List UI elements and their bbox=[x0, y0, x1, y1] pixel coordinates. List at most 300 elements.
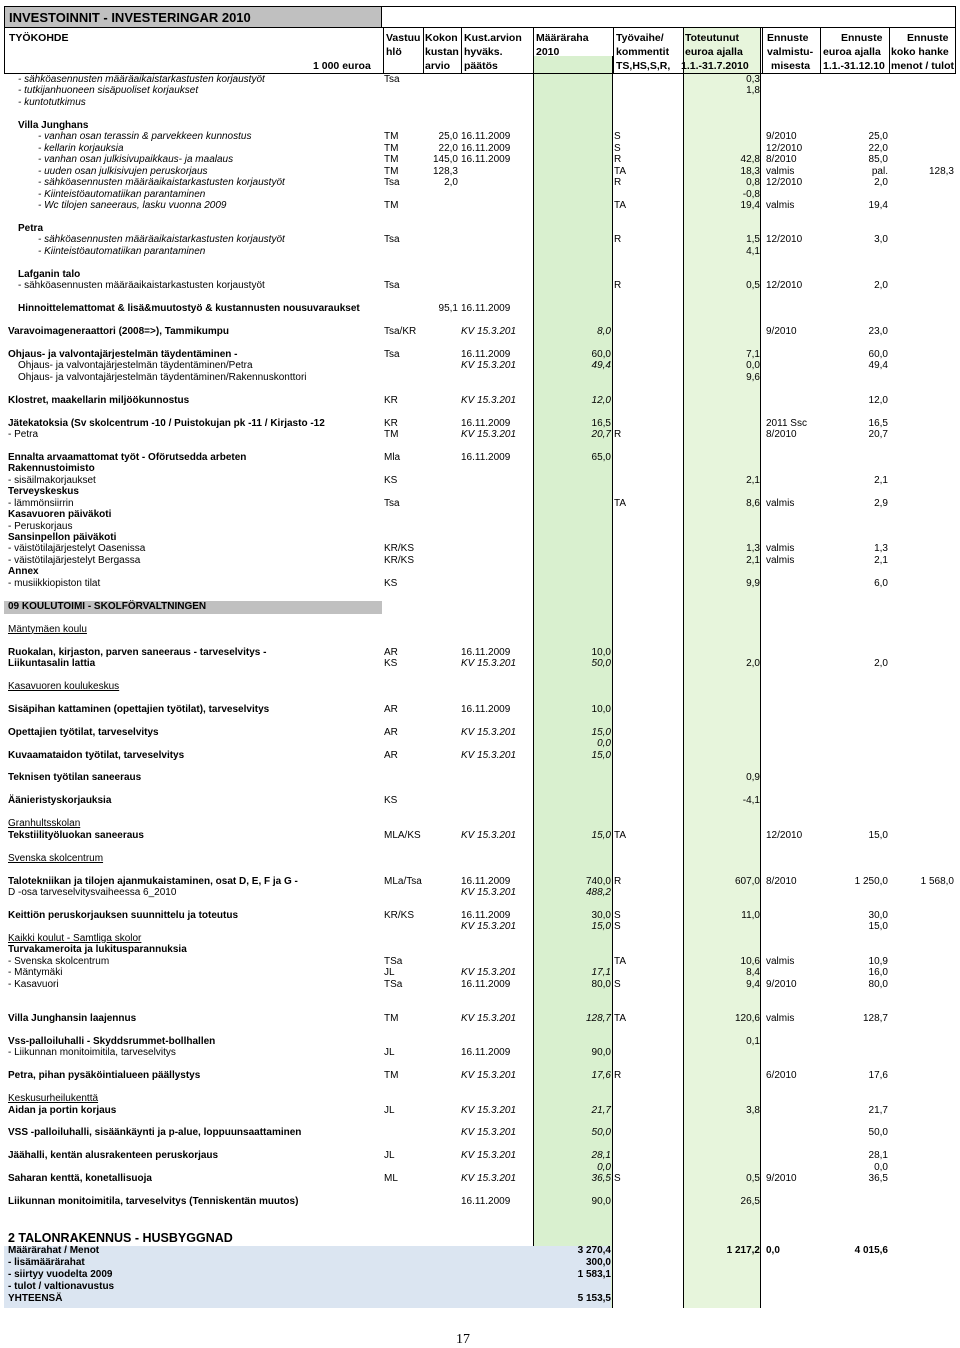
table-row bbox=[0, 784, 960, 796]
cell-actual: 8,4 bbox=[746, 967, 760, 979]
table-row bbox=[0, 1162, 960, 1174]
cell-cost: 25,0 bbox=[438, 131, 458, 143]
cell-resp: JL bbox=[384, 1047, 395, 1059]
cell-date: 16.11.2009 bbox=[461, 303, 511, 314]
table-row bbox=[0, 1208, 960, 1220]
cell-date: KV 15.3.201 bbox=[461, 726, 517, 738]
unit-header: 1 000 euroa bbox=[313, 60, 371, 72]
cell-date: 16.11.2009 bbox=[461, 1196, 511, 1208]
cell-date: KV 15.3.201 bbox=[461, 360, 517, 372]
cell-fc: 17,6 bbox=[868, 1070, 888, 1082]
cell-resp: TM bbox=[384, 1070, 399, 1082]
cell-cost: 95,1 bbox=[438, 303, 458, 314]
cell-budget: 17,6 bbox=[591, 1070, 611, 1082]
summary-name: YHTEENSÄ bbox=[8, 1293, 63, 1304]
cell-budget: 16,5 bbox=[591, 417, 611, 429]
cell-actual: 0,0 bbox=[746, 360, 760, 372]
cell-name: - sähköasennusten määräaikaistarkastusten korjaustyöt bbox=[18, 280, 265, 292]
cell-name: Saharan kenttä, konetallisuoja bbox=[8, 1173, 152, 1185]
cell-date: KV 15.3.201 bbox=[461, 1012, 517, 1024]
table-row bbox=[0, 1024, 960, 1036]
cell-resp: AR bbox=[384, 749, 398, 761]
summary-name: - lisämäärärahat bbox=[8, 1257, 85, 1268]
cell-budget: 15,0 bbox=[591, 749, 611, 761]
table-row bbox=[0, 1047, 960, 1059]
cell-ready: 12/2010 bbox=[766, 142, 803, 154]
cell-budget: 15,0 bbox=[591, 726, 611, 738]
table-row bbox=[0, 1082, 960, 1094]
cell-date: 16.11.2009 bbox=[461, 417, 511, 429]
stage-header-1: Työvaihe/ bbox=[616, 32, 664, 44]
cell-actual: 0,5 bbox=[746, 280, 760, 292]
cell-cost: 2,0 bbox=[444, 177, 458, 189]
cell-ready: valmis bbox=[766, 497, 795, 509]
cell-stage: TA bbox=[614, 1012, 627, 1024]
cell-actual: 607,0 bbox=[734, 875, 760, 887]
cell-stage: R bbox=[614, 875, 622, 887]
cell-date: KV 15.3.201 bbox=[461, 657, 517, 669]
cell-resp: JL bbox=[384, 967, 395, 979]
cell-actual: 0,3 bbox=[746, 74, 760, 85]
cell-name: - Wc tilojen saneeraus, lasku vuonna 2009 bbox=[38, 199, 227, 211]
cell-resp: KS bbox=[384, 474, 398, 486]
table-row bbox=[0, 463, 960, 475]
stage-header-2: kommentit bbox=[616, 46, 670, 58]
cell-date: 16.11.2009 bbox=[461, 131, 511, 143]
cell-budget: 8,0 bbox=[597, 325, 611, 337]
cell-name: - sähköasennusten määräaikaistarkastusten korjaustyöt bbox=[18, 74, 265, 85]
cell-ready: valmis bbox=[766, 1012, 795, 1024]
cell-name: - Kiinteistöautomatiikan parantaminen bbox=[38, 245, 206, 257]
cell-actual: 10,6 bbox=[740, 955, 760, 967]
table-row bbox=[0, 303, 960, 315]
cell-name: Varavoimageneraattori (2008=>), Tammikumpu bbox=[8, 325, 230, 337]
fc-ready-header-3: misesta bbox=[771, 60, 811, 72]
cell-resp: Tsa bbox=[384, 177, 400, 189]
table-row bbox=[0, 257, 960, 269]
summary-row bbox=[0, 1293, 960, 1305]
total-est-header-3: arvio bbox=[425, 60, 451, 72]
cell-budget: 0,0 bbox=[597, 1161, 611, 1173]
table-row bbox=[0, 269, 960, 281]
cell-fc: 12,0 bbox=[868, 394, 888, 406]
table-row bbox=[0, 967, 960, 979]
table-row bbox=[0, 280, 960, 292]
cell-name: Ohjaus- ja valvontajärjestelmän täydentäminen/Rakennuskonttori bbox=[18, 371, 307, 383]
cost-est-header-2: hyväks. bbox=[464, 46, 503, 58]
cell-resp: KR/KS bbox=[384, 909, 415, 921]
cell-actual: 18,3 bbox=[740, 165, 760, 177]
cell-resp: TM bbox=[384, 199, 399, 211]
cell-budget: 10,0 bbox=[591, 703, 611, 715]
table-row bbox=[0, 223, 960, 235]
actual-header-2: euroa ajalla bbox=[685, 46, 743, 58]
cell-fc: 0,0 bbox=[874, 1161, 888, 1173]
cell-fc: 2,0 bbox=[874, 280, 888, 292]
table-row bbox=[0, 612, 960, 624]
fc-ready-header-2: valmistu- bbox=[767, 46, 814, 58]
cell-name: Aidan ja portin korjaus bbox=[8, 1104, 117, 1116]
stage-header-3: TS,HS,S,R, bbox=[616, 60, 671, 72]
cell-name: Liikuntasalin lattia bbox=[8, 657, 96, 669]
cell-name: Lafganin talo bbox=[18, 268, 81, 280]
cell-ready: 9/2010 bbox=[766, 131, 797, 143]
table-row bbox=[0, 647, 960, 659]
table-row bbox=[0, 589, 960, 601]
cell-name: Rakennustoimisto bbox=[8, 463, 95, 475]
summary-row bbox=[0, 1245, 960, 1257]
cell-fc: 23,0 bbox=[868, 325, 888, 337]
cell-budget: 90,0 bbox=[591, 1196, 611, 1208]
table-row bbox=[0, 349, 960, 361]
cell-date: KV 15.3.201 bbox=[461, 1127, 517, 1139]
cell-ready: valmis bbox=[766, 955, 795, 967]
page-number: 17 bbox=[456, 1332, 470, 1347]
cell-name: Granhultsskolan bbox=[8, 818, 81, 830]
cell-name: Jäähalli, kentän alusrakenteen peruskorjaus bbox=[8, 1150, 219, 1162]
cell-fc: 1 250,0 bbox=[854, 875, 888, 887]
cell-name: Svenska skolcentrum bbox=[8, 852, 104, 864]
summary-budget: 300,0 bbox=[585, 1257, 611, 1268]
table-row bbox=[0, 360, 960, 372]
table-row bbox=[0, 887, 960, 899]
cell-name: - väistötilajärjestelyt Oasenissa bbox=[8, 543, 146, 555]
table-row bbox=[0, 1036, 960, 1048]
cell-stage: R bbox=[614, 234, 622, 246]
cell-name: - Peruskorjaus bbox=[8, 520, 73, 532]
cell-date: 16.11.2009 bbox=[461, 451, 511, 463]
fc-total-header-2: koko hanke bbox=[891, 46, 949, 58]
cell-fc: 2,1 bbox=[874, 474, 888, 486]
cell-name: Kaikki koulut - Samtliga skolor bbox=[8, 932, 142, 944]
summary-name: Määrärahat / Menot bbox=[8, 1245, 100, 1256]
cell-fc: 16,5 bbox=[868, 417, 888, 429]
table-row bbox=[0, 337, 960, 349]
cell-budget: 21,7 bbox=[591, 1104, 611, 1116]
cell-resp: JL bbox=[384, 1104, 395, 1116]
cell-resp: KR/KS bbox=[384, 543, 415, 555]
table-header bbox=[4, 28, 956, 74]
table-row bbox=[0, 681, 960, 693]
cell-resp: AR bbox=[384, 726, 398, 738]
cell-date: 16.11.2009 bbox=[461, 978, 511, 990]
cell-resp: AR bbox=[384, 703, 398, 715]
cell-ready: valmis bbox=[766, 543, 795, 555]
cell-budget: 50,0 bbox=[591, 657, 611, 669]
cell-budget: 65,0 bbox=[591, 451, 611, 463]
cell-date: KV 15.3.201 bbox=[461, 325, 517, 337]
table-row bbox=[0, 440, 960, 452]
cell-resp: Tsa/KR bbox=[384, 325, 417, 337]
table-row bbox=[0, 715, 960, 727]
cell-name: Keskusurheilukenttä bbox=[8, 1093, 99, 1105]
cell-fc: 19,4 bbox=[868, 199, 888, 211]
cell-actual: 7,1 bbox=[746, 348, 760, 360]
cell-fc: 85,0 bbox=[868, 154, 888, 166]
table-row bbox=[0, 635, 960, 647]
cell-resp: TM bbox=[384, 131, 399, 143]
work-target-header: TYÖKOHDE bbox=[9, 32, 69, 44]
summary-budget: 3 270,4 bbox=[577, 1245, 611, 1256]
table-row bbox=[0, 956, 960, 968]
table-row bbox=[0, 85, 960, 97]
table-row bbox=[0, 727, 960, 739]
table-row bbox=[0, 750, 960, 762]
cell-name: Turvakameroita ja lukitusparannuksia bbox=[8, 944, 187, 956]
cell-name: - sähköasennusten määräaikaistarkastusten korjaustyöt bbox=[38, 177, 285, 189]
cell-actual: 1,5 bbox=[746, 234, 760, 246]
cell-fc: 60,0 bbox=[868, 348, 888, 360]
table-row bbox=[0, 108, 960, 120]
cell-fc: 21,7 bbox=[868, 1104, 888, 1116]
cell-stage: TA bbox=[614, 165, 627, 177]
cell-stage: S bbox=[614, 131, 621, 143]
summary-name: - tulot / valtionavustus bbox=[8, 1281, 115, 1292]
summary-row bbox=[0, 1257, 960, 1269]
cell-name: - Mäntymäki bbox=[8, 967, 63, 979]
cell-resp: ML bbox=[384, 1173, 398, 1185]
table-row bbox=[0, 933, 960, 945]
cell-stage: R bbox=[614, 154, 622, 166]
cell-name: - vanhan osan terassin & parvekkeen kunnostus bbox=[38, 131, 252, 143]
cell-resp: TSa bbox=[384, 955, 403, 967]
cell-fc: 28,1 bbox=[868, 1150, 888, 1162]
cell-resp: Mla bbox=[384, 451, 401, 463]
cell-resp: KR bbox=[384, 394, 398, 406]
cell-name: - lämmönsiirrin bbox=[8, 497, 74, 509]
cell-budget: 80,0 bbox=[591, 978, 611, 990]
cell-stage: S bbox=[614, 921, 621, 933]
cell-budget: 740,0 bbox=[585, 875, 611, 887]
cell-name: Keittiön peruskorjauksen suunnittelu ja toteutus bbox=[8, 909, 239, 921]
cell-ready: 12/2010 bbox=[766, 280, 803, 292]
cell-resp: KS bbox=[384, 657, 398, 669]
cell-resp: TM bbox=[384, 142, 399, 154]
table-row bbox=[0, 1185, 960, 1197]
fc-total-header-3: menot / tulot bbox=[891, 60, 954, 72]
cell-fc: 80,0 bbox=[868, 978, 888, 990]
table-row bbox=[0, 395, 960, 407]
fc-period-header-1: Ennuste bbox=[841, 32, 883, 44]
cell-fc: 3,0 bbox=[874, 234, 888, 246]
cell-name: Liikunnan monitoimitila, tarveselvitys (Tenniskentän muutos) bbox=[8, 1196, 299, 1208]
cell-resp: JL bbox=[384, 1150, 395, 1162]
cell-actual: 4,1 bbox=[746, 245, 760, 257]
cell-budget: 20,7 bbox=[591, 428, 611, 440]
table-row bbox=[0, 189, 960, 201]
cell-name: 09 KOULUTOIMI - SKOLFÖRVALTNINGEN bbox=[8, 600, 207, 612]
cell-resp: TM bbox=[384, 428, 399, 440]
cell-name: - Kiinteistöautomatiikan parantaminen bbox=[38, 188, 206, 200]
table-row bbox=[0, 246, 960, 258]
cell-name: Teknisen työtilan saneeraus bbox=[8, 772, 142, 784]
actual-header-1: Toteutunut bbox=[685, 32, 740, 44]
cell-fc: 15,0 bbox=[868, 921, 888, 933]
cell-stage: TA bbox=[614, 199, 627, 211]
table-row bbox=[0, 74, 960, 86]
cell-total: 1 568,0 bbox=[920, 875, 954, 887]
cell-stage: TA bbox=[614, 497, 627, 509]
cell-ready: 9/2010 bbox=[766, 978, 797, 990]
cell-name: Ennalta arvaamattomat työt - Oförutsedda arbeten bbox=[8, 451, 247, 463]
cell-date: 16.11.2009 bbox=[461, 142, 511, 154]
table-row bbox=[0, 738, 960, 750]
cell-actual: 1,3 bbox=[746, 543, 760, 555]
cell-actual: 0,5 bbox=[746, 1173, 760, 1185]
cell-actual: 42,8 bbox=[740, 154, 760, 166]
cell-actual: 9,9 bbox=[746, 577, 760, 589]
table-row bbox=[0, 979, 960, 991]
cell-ready: 6/2010 bbox=[766, 1070, 797, 1082]
cell-ready: valmis bbox=[766, 199, 795, 211]
cell-actual: 8,6 bbox=[746, 497, 760, 509]
table-row bbox=[0, 669, 960, 681]
cell-ready: 12/2010 bbox=[766, 234, 803, 246]
cell-resp: Tsa bbox=[384, 497, 400, 509]
cell-name: - sähköasennusten määräaikaistarkastusten korjaustyöt bbox=[38, 234, 285, 246]
cell-stage: R bbox=[614, 177, 622, 189]
table-row bbox=[0, 853, 960, 865]
summary-name: - siirtyy vuodelta 2009 bbox=[8, 1269, 113, 1280]
table-row bbox=[0, 704, 960, 716]
section-title-text: 2 TALONRAKENNUS - HUSBYGGNAD bbox=[8, 1231, 233, 1245]
cell-resp: TM bbox=[384, 154, 399, 166]
summary-row bbox=[0, 1281, 960, 1293]
cell-date: KV 15.3.201 bbox=[461, 749, 517, 761]
cost-est-header-3: päätös bbox=[464, 60, 498, 72]
table-row bbox=[0, 578, 960, 590]
cell-name: Annex bbox=[8, 566, 39, 578]
cell-ready: 8/2010 bbox=[766, 428, 797, 440]
cell-name: VSS -palloiluhalli, sisäänkäynti ja p-alue, loppuunsaattaminen bbox=[8, 1127, 302, 1139]
cell-fc: 2,1 bbox=[874, 554, 888, 566]
cell-resp: Tsa bbox=[384, 234, 400, 246]
cell-actual: 2,0 bbox=[746, 657, 760, 669]
fc-total-header-1: Ennuste bbox=[907, 32, 949, 44]
cell-actual: 0,1 bbox=[746, 1035, 760, 1047]
cell-budget: 0,0 bbox=[597, 738, 611, 750]
table-row bbox=[0, 1059, 960, 1071]
table-row bbox=[0, 898, 960, 910]
cell-fc: 49,4 bbox=[868, 360, 888, 372]
table-row bbox=[0, 921, 960, 933]
summary-budget: 1 583,1 bbox=[577, 1269, 611, 1280]
table-row bbox=[0, 658, 960, 670]
cell-fc: pal. bbox=[871, 165, 888, 177]
table-row bbox=[0, 692, 960, 704]
cell-actual: 11,0 bbox=[741, 909, 760, 921]
table-row bbox=[0, 452, 960, 464]
cell-fc: 2,0 bbox=[874, 177, 888, 189]
cell-date: KV 15.3.201 bbox=[461, 1173, 517, 1185]
cell-date: KV 15.3.201 bbox=[461, 428, 517, 440]
cell-resp: KS bbox=[384, 577, 398, 589]
cell-actual: -4,1 bbox=[742, 795, 760, 807]
table-row bbox=[0, 1013, 960, 1025]
cell-name: Äänieristyskorjauksia bbox=[8, 795, 112, 807]
cell-fc: 25,0 bbox=[868, 131, 888, 143]
table-row bbox=[0, 1070, 960, 1082]
cell-name: - kuntotutkimus bbox=[18, 96, 86, 108]
resp-header-2: hlö bbox=[386, 46, 402, 58]
cell-budget: 128,7 bbox=[585, 1012, 611, 1024]
table-row bbox=[0, 475, 960, 487]
table-row bbox=[0, 429, 960, 441]
cell-actual: 3,8 bbox=[746, 1104, 760, 1116]
cell-name: Terveyskeskus bbox=[8, 486, 79, 498]
cell-actual: 2,1 bbox=[746, 474, 760, 486]
cell-name: Kasavuoren koulukeskus bbox=[8, 680, 120, 692]
cell-actual: 9,4 bbox=[746, 978, 760, 990]
table-row bbox=[0, 864, 960, 876]
cell-name: Sisäpihan kattaminen (opettajien työtilat), tarveselvitys bbox=[8, 703, 270, 715]
cell-name: Sansinpellon päiväkoti bbox=[8, 532, 117, 543]
table-row bbox=[0, 1093, 960, 1105]
section-title bbox=[0, 1231, 960, 1243]
budget-header-1: Määräraha bbox=[536, 32, 589, 44]
cell-fc: 10,9 bbox=[868, 955, 888, 967]
summary-budget: 5 153,5 bbox=[577, 1293, 611, 1304]
table-row bbox=[0, 234, 960, 246]
table-row bbox=[0, 876, 960, 888]
summary-ready: 0,0 bbox=[766, 1245, 780, 1256]
table-row bbox=[0, 830, 960, 842]
table-row bbox=[0, 944, 960, 956]
cell-name: Petra, pihan pysäköintialueen päällystys bbox=[8, 1070, 201, 1082]
cell-budget: 12,0 bbox=[591, 394, 611, 406]
cell-actual: 2,1 bbox=[746, 554, 760, 566]
cell-fc: 128,7 bbox=[862, 1012, 888, 1024]
budget-header-2: 2010 bbox=[536, 46, 560, 58]
cell-budget: 10,0 bbox=[591, 646, 611, 658]
table-row bbox=[0, 486, 960, 498]
cell-date: KV 15.3.201 bbox=[461, 1070, 517, 1082]
cell-name: Kuvaamataidon työtilat, tarveselvitys bbox=[8, 749, 185, 761]
table-row bbox=[0, 406, 960, 418]
table-row bbox=[0, 314, 960, 326]
cell-name: - sisäilmakorjaukset bbox=[8, 474, 96, 486]
table-row bbox=[0, 1173, 960, 1185]
cell-resp: MLa/Tsa bbox=[384, 875, 422, 887]
cell-stage: S bbox=[614, 1173, 621, 1185]
cell-budget: 15,0 bbox=[591, 829, 611, 841]
table-row bbox=[0, 326, 960, 338]
cell-name: - Svenska skolcentrum bbox=[8, 955, 110, 967]
cell-date: 16.11.2009 bbox=[461, 154, 511, 166]
cell-actual: 0,8 bbox=[746, 177, 760, 189]
cell-ready: 12/2010 bbox=[766, 829, 803, 841]
cell-name: - väistötilajärjestelyt Bergassa bbox=[8, 554, 141, 566]
cell-name: Klostret, maakellarin miljöökunnostus bbox=[8, 394, 190, 406]
cell-name: - tutkijanhuoneen sisäpuoliset korjaukset bbox=[18, 85, 199, 97]
cell-fc: 16,0 bbox=[868, 967, 888, 979]
cell-ready: 12/2010 bbox=[766, 177, 803, 189]
cell-stage: S bbox=[614, 909, 621, 921]
cell-fc: 22,0 bbox=[868, 142, 888, 154]
cell-date: KV 15.3.201 bbox=[461, 921, 517, 933]
summary-fc: 4 015,6 bbox=[854, 1245, 888, 1256]
table-row bbox=[0, 555, 960, 567]
cell-resp: Tsa bbox=[384, 280, 400, 292]
cell-name: Kasavuoren päiväkoti bbox=[8, 509, 112, 521]
cell-ready: 9/2010 bbox=[766, 1173, 797, 1185]
table-row bbox=[0, 1116, 960, 1128]
cell-resp: KS bbox=[384, 795, 398, 807]
actual-header-3: 1.1.-31.7.2010 bbox=[681, 60, 749, 72]
cell-resp: TM bbox=[384, 1012, 399, 1024]
cell-budget: 28,1 bbox=[591, 1150, 611, 1162]
cell-name: Mäntymäen koulu bbox=[8, 623, 87, 635]
